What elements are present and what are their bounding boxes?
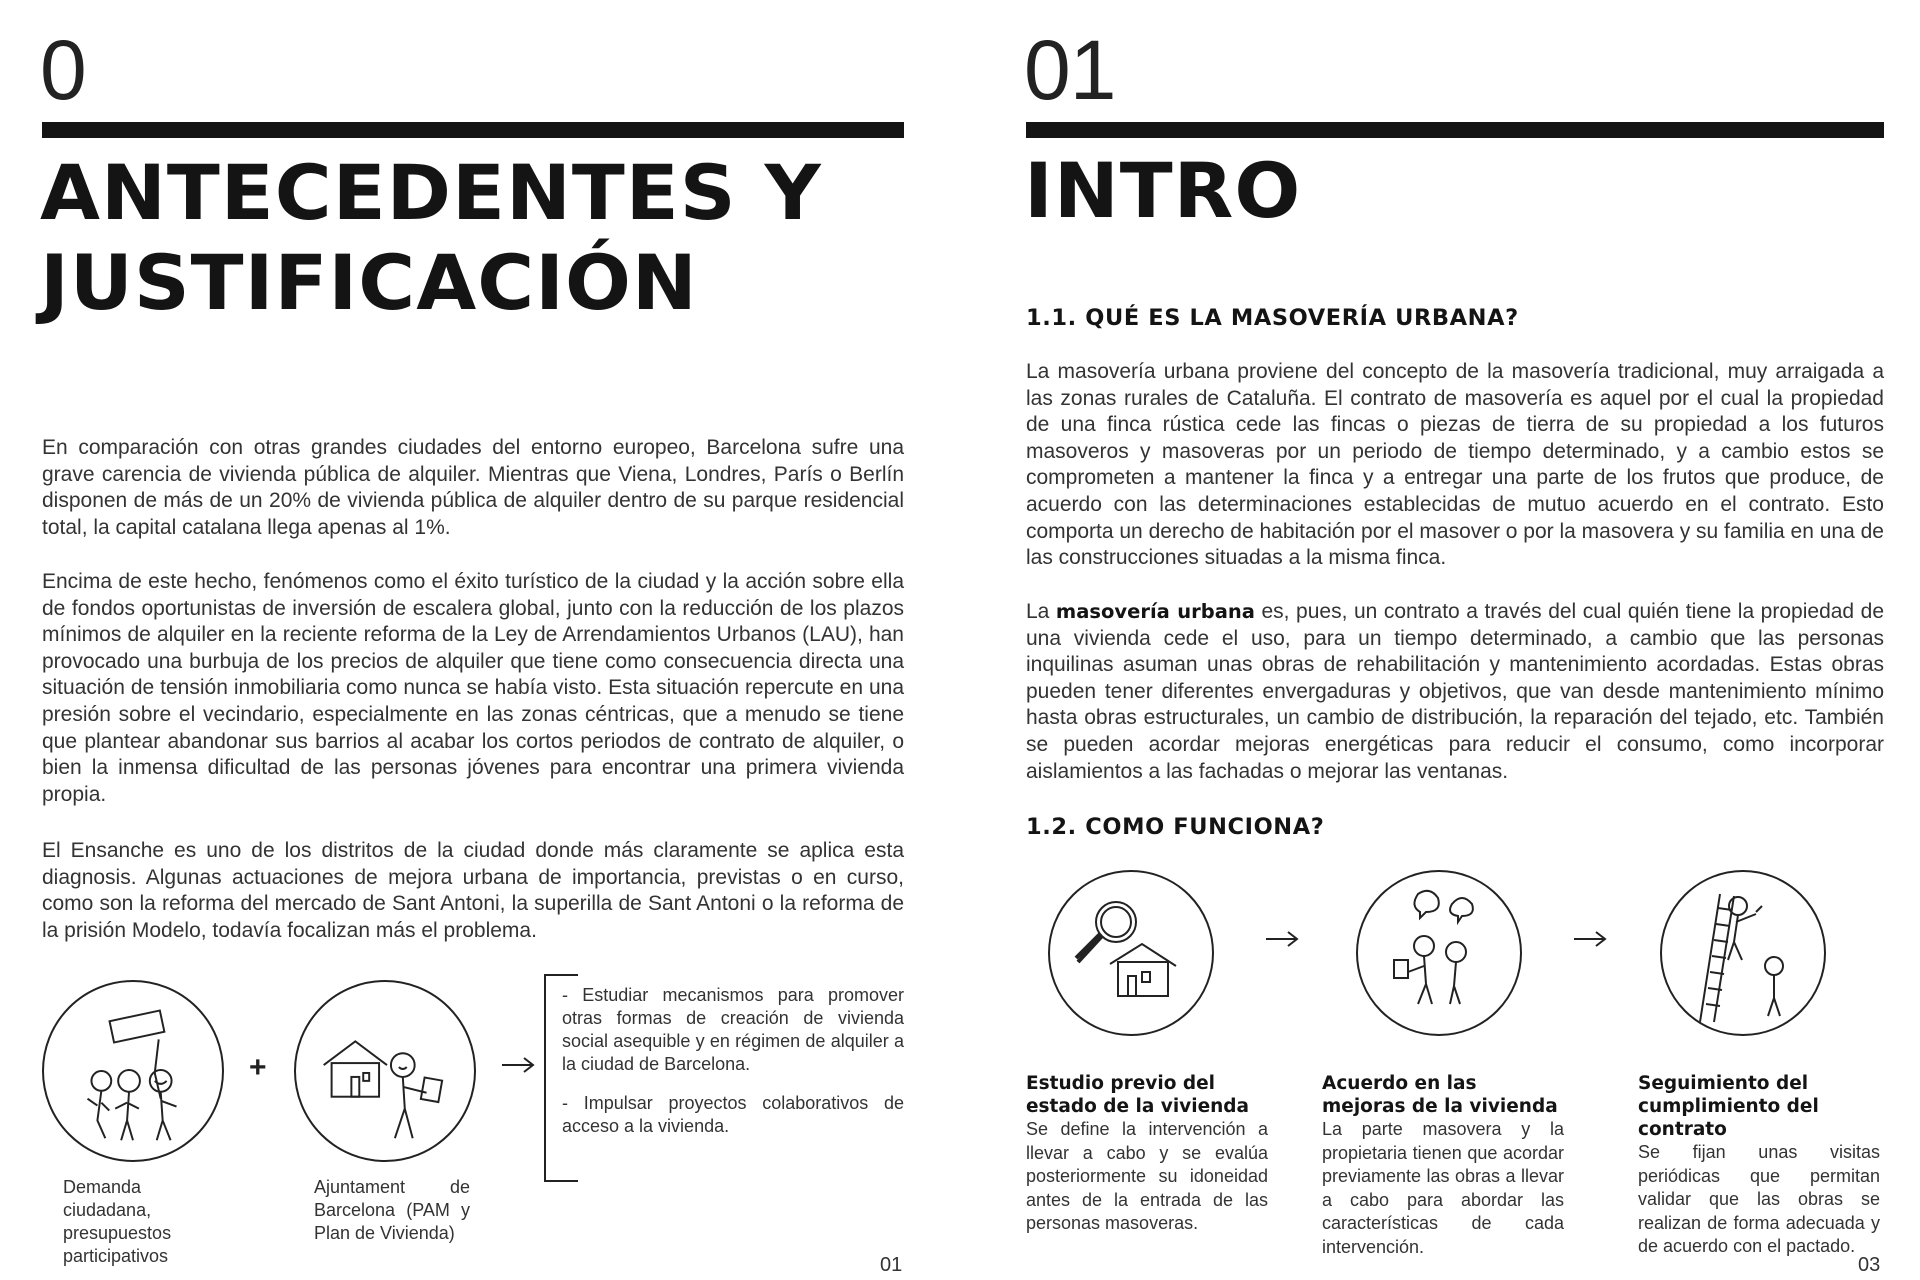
p2-rest: es, pues, un contrato a través del cual quién tiene la propiedad de una vivienda cede el uso, para un tiempo determinado, a cambio que las personas inquilinas asuman unas obras de rehabilitación y mantenimiento acordadas. Estas obras pueden tener diferentes envergaduras y objetivos, que van desde mantenimiento mínimo hasta obras estructurales, un cambio de distribución, la reparación del tejado, etc. También se pueden acordar mejoras energéticas para reducir el consumo, como incorporar aislamientos a las fachadas o mejorar las ventanas. (1026, 600, 1884, 783)
follow-up-illustration (1660, 870, 1826, 1036)
step-description: Se define la intervención a llevar a cabo y se evalúa posteriormente su idoneidad antes de la entrada de las personas masoveras. (1026, 1119, 1268, 1233)
paragraph-intro-2 (1026, 599, 1884, 785)
heading-what-is: 1.1. QUÉ ES LA MASOVERÍA URBANA? (1026, 305, 1519, 331)
section-rule (42, 122, 904, 138)
paragraph-1: En comparación con otras grandes ciudades del entorno europeo, Barcelona sufre una grave carencia de vivienda pública de alquiler. Mientras que Viena, Londres, París o Berlín disponen de más de un 20% de vivienda pública de alquiler dentro de su parque residencial total, la capital catalana llega apenas al 1%. (42, 436, 904, 539)
step-study (1026, 1072, 1268, 1236)
right-page (960, 0, 1920, 1280)
title-line-1: ANTECEDENTES Y (40, 148, 822, 237)
step-follow-up (1638, 1072, 1880, 1259)
objective-1: - Estudiar mecanismos para promover otras formas de creación de vivienda social asequible y en régimen de alquiler a la ciudad de Barcelona. (562, 985, 904, 1074)
heading-how-it-works: 1.2. COMO FUNCIONA? (1026, 814, 1325, 840)
arrow-right-icon (1572, 930, 1608, 953)
page-number: 01 (880, 1254, 903, 1276)
p2-bold-term: masovería urbana (1055, 600, 1255, 623)
step-title: Acuerdo en las mejoras de la vivienda (1322, 1073, 1558, 1117)
paragraph-intro-1: La masovería urbana proviene del concepto de la masovería tradicional, muy arraigada a las zonas rurales de Cataluña. El contrato de masovería es aquel por el cual la propiedad de una finca rústica cede las fincas o piezas de tierra de su propiedad a los futuros masoveros y masoveras por un periodo de tiempo determinado, y a cambio estos se comprometen a mantener la finca y a entregar una parte de los frutos que produce, de acuerdo con las determinaciones establecidas de mutuo acuerdo en el contrato. Esto comporta un derecho de habitación por el masover o por la masovera y su familia en una de las construcciones situadas a la misma finca. (1026, 360, 1884, 570)
arrow-right-icon (1264, 930, 1300, 953)
p2-prefix: La (1026, 600, 1050, 623)
page-number: 03 (1858, 1254, 1881, 1276)
agreement-illustration (1356, 870, 1522, 1036)
objective-2: - Impulsar proyectos colaborativos de acceso a la vivienda. (562, 1093, 904, 1136)
study-illustration (1048, 870, 1214, 1036)
section-number: 01 (1024, 23, 1116, 117)
step-agreement (1322, 1072, 1564, 1259)
paragraph-3: El Ensanche es uno de los distritos de la ciudad donde más claramente se aplica esta diagnosis. Algunas actuaciones de mejora urbana de importancia, previstas o en curso, como son la reforma del mercado de Sant Antoni, la superilla de Sant Antoni o la reforma de la prisión Modelo, todavía focalizan más el problema. (42, 839, 904, 942)
step-description: La parte masovera y la propietaria tienen que acordar previamente las obras a llevar a cabo para abordar las características de cada intervención. (1322, 1119, 1564, 1257)
step-title: Seguimiento del cumplimiento del contrato (1638, 1073, 1819, 1140)
paragraph-2: Encima de este hecho, fenómenos como el éxito turístico de la ciudad y la acción sobre ella de fondos oportunistas de inversión de escalera global, junto con la reducción de los plazos mínimos de alquiler en la reciente reforma de la Ley de Arrendamientos Urbanos (LAU), han provocado una burbuja de los precios de alquiler que tiene como consecuencia directa una situación de tensión inmobiliaria como nunca se había visto. Esta situación repercute en una presión sobre el vecindario, especialmente en las zonas céntricas, que a menudo se tiene que plantear abandonar sus barrios al acabar los cortos periodos de contrato de alquiler, o bien la inmensa dificultad de las personas jóvenes para encontrar una primera vivienda propia. (42, 570, 904, 806)
city-hall-illustration (294, 980, 476, 1162)
section-title: INTRO (1024, 146, 1302, 235)
section-title (40, 148, 822, 328)
plus-sign: + (249, 1051, 267, 1084)
title-line-2: JUSTIFICACIÓN (40, 238, 698, 327)
caption-city-hall: Ajuntament de Barcelona (PAM y Plan de Vivienda) (314, 1177, 470, 1243)
citizens-illustration (42, 980, 224, 1162)
caption-citizens: Demanda ciudadana, presupuestos participativos (63, 1177, 172, 1266)
section-rule (1026, 122, 1884, 138)
step-title: Estudio previo del estado de la vivienda (1026, 1073, 1250, 1117)
section-number: 0 (40, 23, 86, 117)
arrow-right-icon (500, 1056, 536, 1079)
step-description: Se fijan unas visitas periódicas que permitan validar que las obras se realizan de forma adecuada y de acuerdo con el pactado. (1638, 1142, 1880, 1256)
objectives-list (562, 984, 904, 1138)
